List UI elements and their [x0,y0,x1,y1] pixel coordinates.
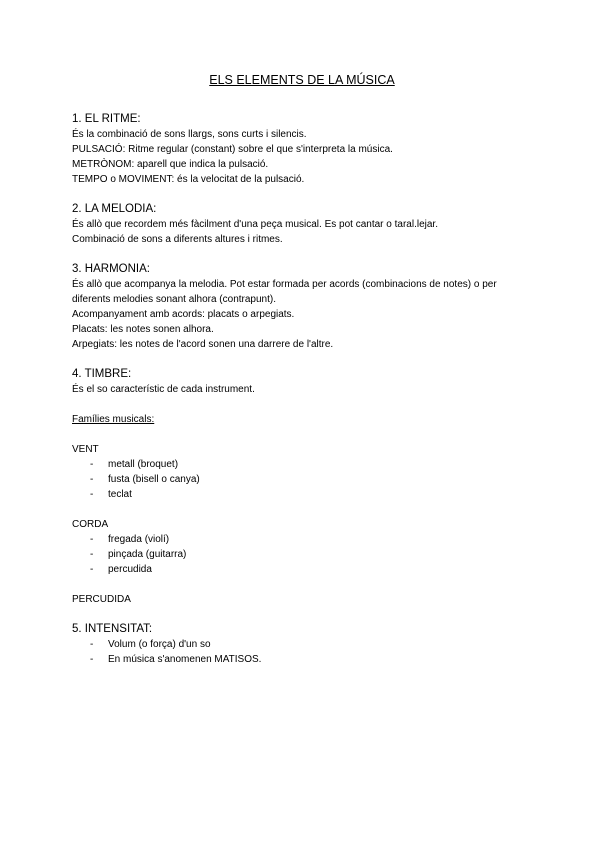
dash-bullet: - [90,549,94,560]
family-label: CORDA [72,519,109,530]
family-list [72,532,532,577]
paragraph-line: És el so característic de cada instrument. [72,384,255,395]
dash-bullet: - [90,639,94,650]
list-item-text: fusta (bisell o canya) [108,474,200,485]
paragraph-line: Acompanyament amb acords: placats o arpegiats. [72,309,295,320]
list-item-text: pinçada (guitarra) [108,549,187,560]
document-page [72,72,532,682]
document-title: ELS ELEMENTS DE LA MÚSICA [209,73,395,87]
section-heading: 5. INTENSITAT: [72,623,153,635]
dash-bullet: - [90,474,94,485]
section-heading: 4. TIMBRE: [72,368,132,380]
dash-bullet: - [90,534,94,545]
paragraph-line: Arpegiats: les notes de l'acord sonen una darrere de l'altre. [72,339,334,350]
section-timbre [72,367,532,607]
section-melodia [72,202,532,247]
paragraph-line: Combinació de sons a diferents altures i ritmes. [72,234,283,245]
section-heading: 1. EL RITME: [72,113,141,125]
paragraph-line: METRÒNOM: aparell que indica la pulsació. [72,159,269,170]
family-label: VENT [72,444,99,455]
intensitat-list [72,637,532,667]
family-corda [72,517,532,577]
dash-bullet: - [90,489,94,500]
section-heading: 3. HARMONIA: [72,263,150,275]
section-heading: 2. LA MELODIA: [72,203,157,215]
list-item [72,637,532,652]
paragraph-line: És allò que acompanya la melodia. Pot estar formada per acords (combinacions de notes) o per diferents melodies sonant alhora (contrapunt). [72,279,497,305]
paragraph-line: PULSACIÓ: Ritme regular (constant) sobre el que s'interpreta la música. [72,144,393,155]
list-item-text: En música s'anomenen MATISOS. [108,654,262,665]
list-item [72,472,532,487]
list-item-text: teclat [108,489,132,500]
list-item [72,457,532,472]
list-item [72,487,532,502]
family-vent [72,442,532,502]
paragraph-line: És la combinació de sons llargs, sons curts i silencis. [72,129,307,140]
list-item-text: percudida [108,564,152,575]
list-item [72,532,532,547]
list-item [72,652,532,667]
section-harmonia [72,262,532,352]
dash-bullet: - [90,654,94,665]
list-item [72,547,532,562]
list-item-text: Volum (o força) d'un so [108,639,211,650]
paragraph-line: És allò que recordem més fàcilment d'una peça musical. Es pot cantar o taral.lejar. [72,219,438,230]
family-label: PERCUDIDA [72,594,131,605]
families-heading: Famílies musicals: [72,414,155,425]
list-item-text: fregada (violí) [108,534,170,545]
section-ritme [72,112,532,187]
paragraph-line: Placats: les notes sonen alhora. [72,324,214,335]
family-list [72,457,532,502]
paragraph-line: TEMPO o MOVIMENT: és la velocitat de la pulsació. [72,174,305,185]
list-item-text: metall (broquet) [108,459,179,470]
section-intensitat [72,622,532,667]
dash-bullet: - [90,459,94,470]
list-item [72,562,532,577]
dash-bullet: - [90,564,94,575]
